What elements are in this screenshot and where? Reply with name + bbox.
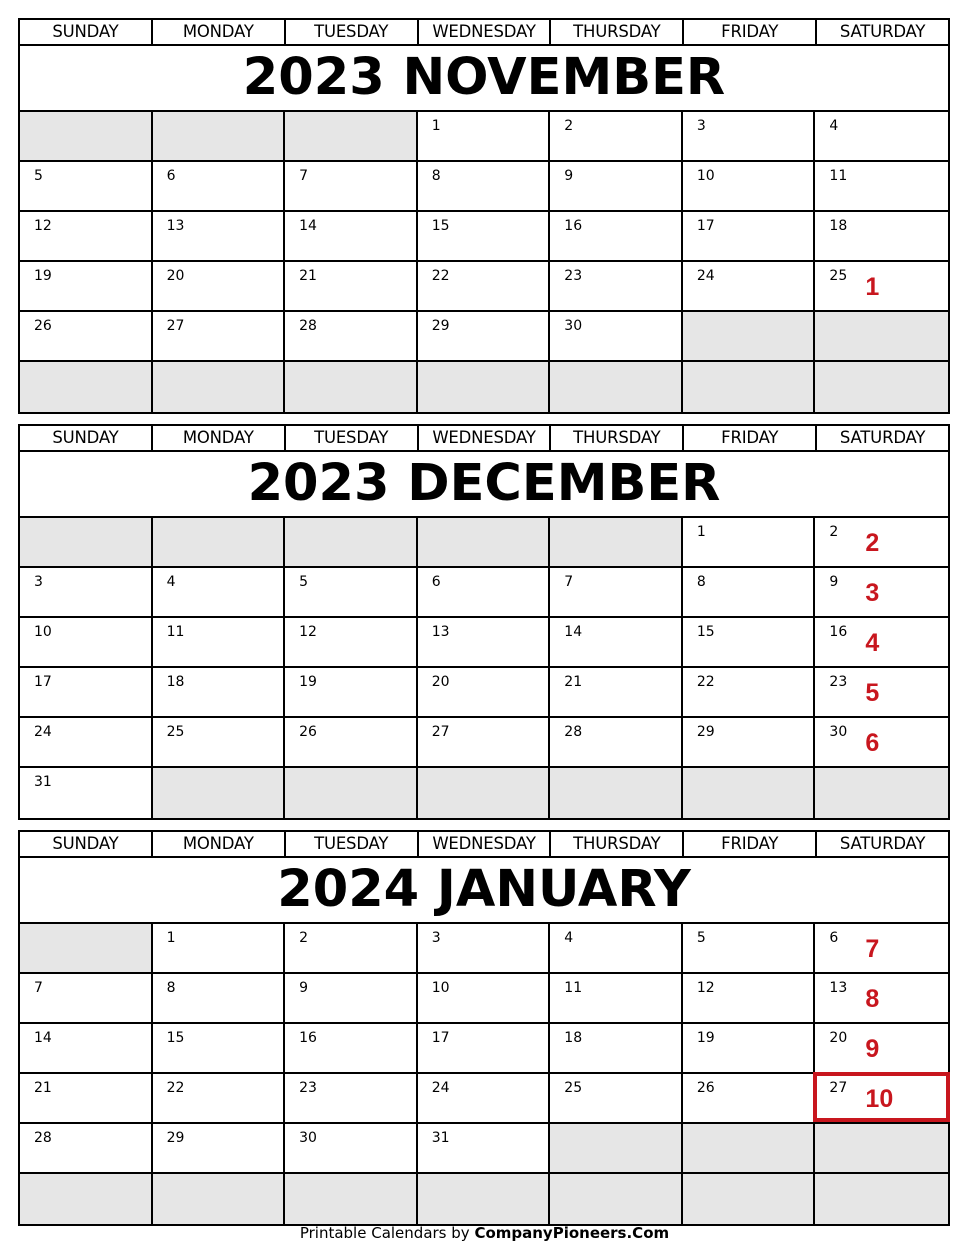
day-cell	[20, 162, 153, 212]
day-number: 16	[299, 1030, 317, 1046]
empty-day-cell	[550, 768, 683, 818]
empty-day-cell	[20, 924, 153, 974]
day-number: 19	[34, 268, 52, 284]
day-number: 11	[829, 168, 848, 184]
weekday-label: MONDAY	[153, 832, 286, 856]
day-grid	[20, 924, 948, 1224]
day-cell	[20, 718, 153, 768]
day-cell	[550, 312, 683, 362]
day-cell	[550, 162, 683, 212]
day-cell	[683, 974, 816, 1024]
day-number: 17	[34, 674, 52, 690]
month-calendar-0	[18, 18, 950, 414]
month-calendar-1	[18, 424, 950, 820]
day-cell	[153, 312, 286, 362]
day-cell	[285, 262, 418, 312]
day-cell	[683, 618, 816, 668]
day-cell	[683, 1024, 816, 1074]
empty-day-cell	[285, 1174, 418, 1224]
day-cell	[20, 1124, 153, 1174]
day-number: 13	[166, 218, 185, 234]
day-number: 14	[564, 624, 583, 640]
day-cell	[550, 668, 683, 718]
day-cell	[20, 1074, 153, 1124]
day-cell	[683, 568, 816, 618]
day-cell	[815, 718, 948, 768]
day-cell	[153, 1124, 286, 1174]
month-calendar-2	[18, 830, 950, 1226]
weekday-label: THURSDAY	[551, 426, 684, 450]
day-number: 29	[166, 1130, 185, 1146]
day-cell	[815, 518, 948, 568]
day-number: 22	[431, 268, 450, 284]
day-number: 23	[299, 1080, 317, 1096]
day-cell	[153, 1074, 286, 1124]
day-number: 31	[34, 774, 52, 790]
day-cell	[418, 312, 551, 362]
day-cell	[550, 262, 683, 312]
weekday-label: FRIDAY	[684, 426, 817, 450]
empty-day-cell	[683, 362, 816, 412]
day-cell	[683, 668, 816, 718]
day-cell	[815, 262, 948, 312]
empty-day-cell	[285, 112, 418, 162]
day-number: 6	[829, 930, 839, 946]
day-cell	[20, 768, 153, 818]
day-number: 8	[696, 574, 706, 590]
day-number: 27	[829, 1080, 848, 1096]
day-cell	[153, 974, 286, 1024]
day-cell	[815, 568, 948, 618]
empty-day-cell	[550, 362, 683, 412]
day-cell	[683, 1074, 816, 1124]
day-number: 14	[299, 218, 317, 234]
day-number: 10	[696, 168, 715, 184]
month-title: 2024 JANUARY	[20, 858, 948, 924]
day-number: 13	[829, 980, 848, 996]
day-number: 18	[166, 674, 185, 690]
empty-day-cell	[815, 1174, 948, 1224]
weekday-label: SUNDAY	[20, 832, 153, 856]
weekday-label: SATURDAY	[839, 428, 926, 447]
day-number: 9	[829, 574, 839, 590]
day-number: 17	[696, 218, 715, 234]
day-number: 5	[299, 574, 309, 590]
day-number: 21	[564, 674, 583, 690]
day-number: 24	[431, 1080, 450, 1096]
day-number: 5	[34, 168, 43, 184]
day-cell	[418, 974, 551, 1024]
day-number: 15	[431, 218, 450, 234]
day-cell	[285, 974, 418, 1024]
day-cell	[418, 162, 551, 212]
day-cell	[418, 112, 551, 162]
day-cell	[815, 924, 948, 974]
weekday-label: THURSDAY	[551, 832, 684, 856]
empty-day-cell	[20, 112, 153, 162]
empty-day-cell	[20, 518, 153, 568]
day-number: 12	[696, 980, 715, 996]
day-number: 26	[34, 318, 52, 334]
footer-prefix: Printable Calendars by	[299, 1224, 475, 1242]
day-cell	[550, 618, 683, 668]
weekday-label: WEDNESDAY	[419, 832, 552, 856]
empty-day-cell	[153, 518, 286, 568]
day-number: 21	[34, 1080, 52, 1096]
day-number: 4	[564, 930, 574, 946]
empty-day-cell	[418, 1174, 551, 1224]
day-cell	[815, 112, 948, 162]
day-number: 17	[431, 1030, 450, 1046]
day-cell	[20, 1024, 153, 1074]
day-cell	[550, 974, 683, 1024]
day-number: 11	[564, 980, 583, 996]
day-cell	[285, 924, 418, 974]
day-number: 24	[696, 268, 715, 284]
day-cell	[153, 924, 286, 974]
day-cell	[20, 262, 153, 312]
empty-day-cell	[20, 362, 153, 412]
weekday-label: TUESDAY	[286, 832, 419, 856]
day-number: 1	[166, 930, 176, 946]
day-number: 24	[34, 724, 52, 740]
day-cell	[815, 974, 948, 1024]
weekday-label: MONDAY	[153, 20, 286, 44]
day-grid	[20, 518, 948, 818]
day-number: 2	[564, 118, 574, 134]
day-cell	[550, 112, 683, 162]
day-cell	[285, 668, 418, 718]
day-number: 10	[34, 624, 52, 640]
weekday-label: SATURDAY	[839, 834, 926, 853]
empty-day-cell	[285, 362, 418, 412]
week-count-marker: 4	[865, 629, 880, 657]
week-count-marker: 9	[865, 1035, 880, 1063]
day-cell	[285, 718, 418, 768]
day-cell	[683, 162, 816, 212]
weekday-label: MONDAY	[153, 426, 286, 450]
day-cell	[815, 618, 948, 668]
day-number: 16	[829, 624, 848, 640]
day-number: 1	[696, 524, 706, 540]
day-cell	[153, 212, 286, 262]
week-count-marker: 5	[865, 679, 880, 707]
day-cell	[153, 262, 286, 312]
day-number: 12	[34, 218, 52, 234]
day-number: 26	[696, 1080, 715, 1096]
day-number: 7	[564, 574, 574, 590]
day-cell	[20, 568, 153, 618]
day-cell	[20, 668, 153, 718]
day-cell	[285, 1074, 418, 1124]
day-number: 27	[431, 724, 450, 740]
day-number: 18	[829, 218, 848, 234]
day-number: 19	[299, 674, 317, 690]
day-number: 3	[34, 574, 43, 590]
day-cell	[285, 1124, 418, 1174]
day-cell	[285, 212, 418, 262]
week-count-marker: 8	[865, 985, 880, 1013]
day-cell	[683, 112, 816, 162]
day-number: 25	[166, 724, 185, 740]
empty-day-cell	[683, 312, 816, 362]
day-cell	[815, 668, 948, 718]
day-number: 31	[431, 1130, 450, 1146]
day-number: 9	[299, 980, 309, 996]
weekday-label: WEDNESDAY	[419, 20, 552, 44]
day-number: 5	[696, 930, 706, 946]
footer-credit	[0, 1224, 969, 1242]
day-cell	[418, 1074, 551, 1124]
day-cell	[815, 1024, 948, 1074]
weekday-label: WEDNESDAY	[419, 426, 552, 450]
empty-day-cell	[683, 1174, 816, 1224]
day-cell	[20, 974, 153, 1024]
week-count-marker: 6	[865, 729, 880, 757]
highlighted-day-cell	[815, 1074, 948, 1124]
day-number: 28	[299, 318, 317, 334]
day-cell	[683, 718, 816, 768]
day-cell	[550, 924, 683, 974]
day-cell	[285, 618, 418, 668]
day-number: 20	[166, 268, 185, 284]
day-number: 6	[431, 574, 441, 590]
day-number: 2	[829, 524, 839, 540]
empty-day-cell	[153, 768, 286, 818]
day-number: 30	[829, 724, 848, 740]
weekday-header-row	[20, 426, 948, 452]
day-number: 28	[564, 724, 583, 740]
day-cell	[815, 212, 948, 262]
day-number: 19	[696, 1030, 715, 1046]
day-number: 27	[166, 318, 185, 334]
empty-day-cell	[683, 768, 816, 818]
empty-day-cell	[285, 518, 418, 568]
day-number: 26	[299, 724, 317, 740]
weekday-label: SUNDAY	[20, 426, 153, 450]
day-number: 25	[564, 1080, 583, 1096]
day-number: 15	[696, 624, 715, 640]
day-number: 9	[564, 168, 574, 184]
day-number: 29	[696, 724, 715, 740]
day-cell	[418, 924, 551, 974]
day-cell	[550, 1024, 683, 1074]
day-number: 8	[166, 980, 176, 996]
empty-day-cell	[815, 312, 948, 362]
day-cell	[418, 262, 551, 312]
day-number: 20	[829, 1030, 848, 1046]
day-cell	[550, 212, 683, 262]
day-number: 6	[166, 168, 176, 184]
day-number: 21	[299, 268, 317, 284]
day-cell	[20, 618, 153, 668]
empty-day-cell	[550, 1174, 683, 1224]
day-cell	[153, 668, 286, 718]
empty-day-cell	[815, 1124, 948, 1174]
month-title: 2023 NOVEMBER	[20, 46, 948, 112]
day-number: 22	[696, 674, 715, 690]
day-number: 20	[431, 674, 450, 690]
weekday-header-row	[20, 832, 948, 858]
day-cell	[815, 162, 948, 212]
day-cell	[153, 162, 286, 212]
weekday-header-row	[20, 20, 948, 46]
weekday-label: SATURDAY	[839, 22, 926, 41]
day-cell	[418, 1124, 551, 1174]
day-cell	[153, 568, 286, 618]
day-cell	[550, 1074, 683, 1124]
weekday-label: TUESDAY	[286, 426, 419, 450]
day-number: 13	[431, 624, 450, 640]
day-number: 3	[696, 118, 706, 134]
day-number: 25	[829, 268, 848, 284]
day-cell	[285, 1024, 418, 1074]
weekday-label: SUNDAY	[20, 20, 153, 44]
day-cell	[418, 1024, 551, 1074]
empty-day-cell	[20, 1174, 153, 1224]
day-number: 3	[431, 930, 441, 946]
day-cell	[285, 568, 418, 618]
day-cell	[418, 568, 551, 618]
empty-day-cell	[815, 362, 948, 412]
empty-day-cell	[285, 768, 418, 818]
day-cell	[418, 668, 551, 718]
day-number: 30	[299, 1130, 317, 1146]
day-number: 15	[166, 1030, 185, 1046]
day-number: 2	[299, 930, 309, 946]
empty-day-cell	[550, 1124, 683, 1174]
day-number: 23	[829, 674, 848, 690]
day-number: 18	[564, 1030, 583, 1046]
weekday-label: THURSDAY	[551, 20, 684, 44]
empty-day-cell	[683, 1124, 816, 1174]
week-count-marker: 1	[865, 273, 880, 301]
empty-day-cell	[815, 768, 948, 818]
day-cell	[418, 718, 551, 768]
day-number: 8	[431, 168, 441, 184]
day-cell	[418, 212, 551, 262]
day-number: 4	[829, 118, 839, 134]
day-cell	[683, 212, 816, 262]
day-number: 12	[299, 624, 317, 640]
day-number: 16	[564, 218, 583, 234]
empty-day-cell	[550, 518, 683, 568]
day-number: 23	[564, 268, 583, 284]
day-number: 7	[34, 980, 43, 996]
empty-day-cell	[153, 362, 286, 412]
day-cell	[550, 718, 683, 768]
day-number: 10	[431, 980, 450, 996]
empty-day-cell	[153, 1174, 286, 1224]
day-number: 22	[166, 1080, 185, 1096]
week-count-marker: 7	[865, 935, 880, 963]
week-count-marker: 10	[865, 1085, 894, 1113]
day-number: 4	[166, 574, 176, 590]
day-cell	[153, 718, 286, 768]
day-number: 11	[166, 624, 185, 640]
day-number: 1	[431, 118, 441, 134]
day-cell	[153, 618, 286, 668]
day-cell	[153, 1024, 286, 1074]
day-cell	[683, 924, 816, 974]
weekday-label: TUESDAY	[286, 20, 419, 44]
day-number: 28	[34, 1130, 52, 1146]
empty-day-cell	[418, 518, 551, 568]
day-cell	[20, 312, 153, 362]
weekday-label: FRIDAY	[684, 20, 817, 44]
empty-day-cell	[418, 362, 551, 412]
day-grid	[20, 112, 948, 412]
day-cell	[285, 162, 418, 212]
day-number: 14	[34, 1030, 52, 1046]
day-cell	[418, 618, 551, 668]
month-title: 2023 DECEMBER	[20, 452, 948, 518]
week-count-marker: 2	[865, 529, 880, 557]
week-count-marker: 3	[865, 579, 880, 607]
day-number: 29	[431, 318, 450, 334]
day-cell	[285, 312, 418, 362]
day-cell	[20, 212, 153, 262]
empty-day-cell	[153, 112, 286, 162]
empty-day-cell	[418, 768, 551, 818]
day-number: 30	[564, 318, 583, 334]
day-cell	[683, 262, 816, 312]
day-number: 7	[299, 168, 309, 184]
day-cell	[550, 568, 683, 618]
day-cell	[683, 518, 816, 568]
footer-brand-link[interactable]: CompanyPioneers.Com	[474, 1224, 670, 1242]
weekday-label: FRIDAY	[684, 832, 817, 856]
